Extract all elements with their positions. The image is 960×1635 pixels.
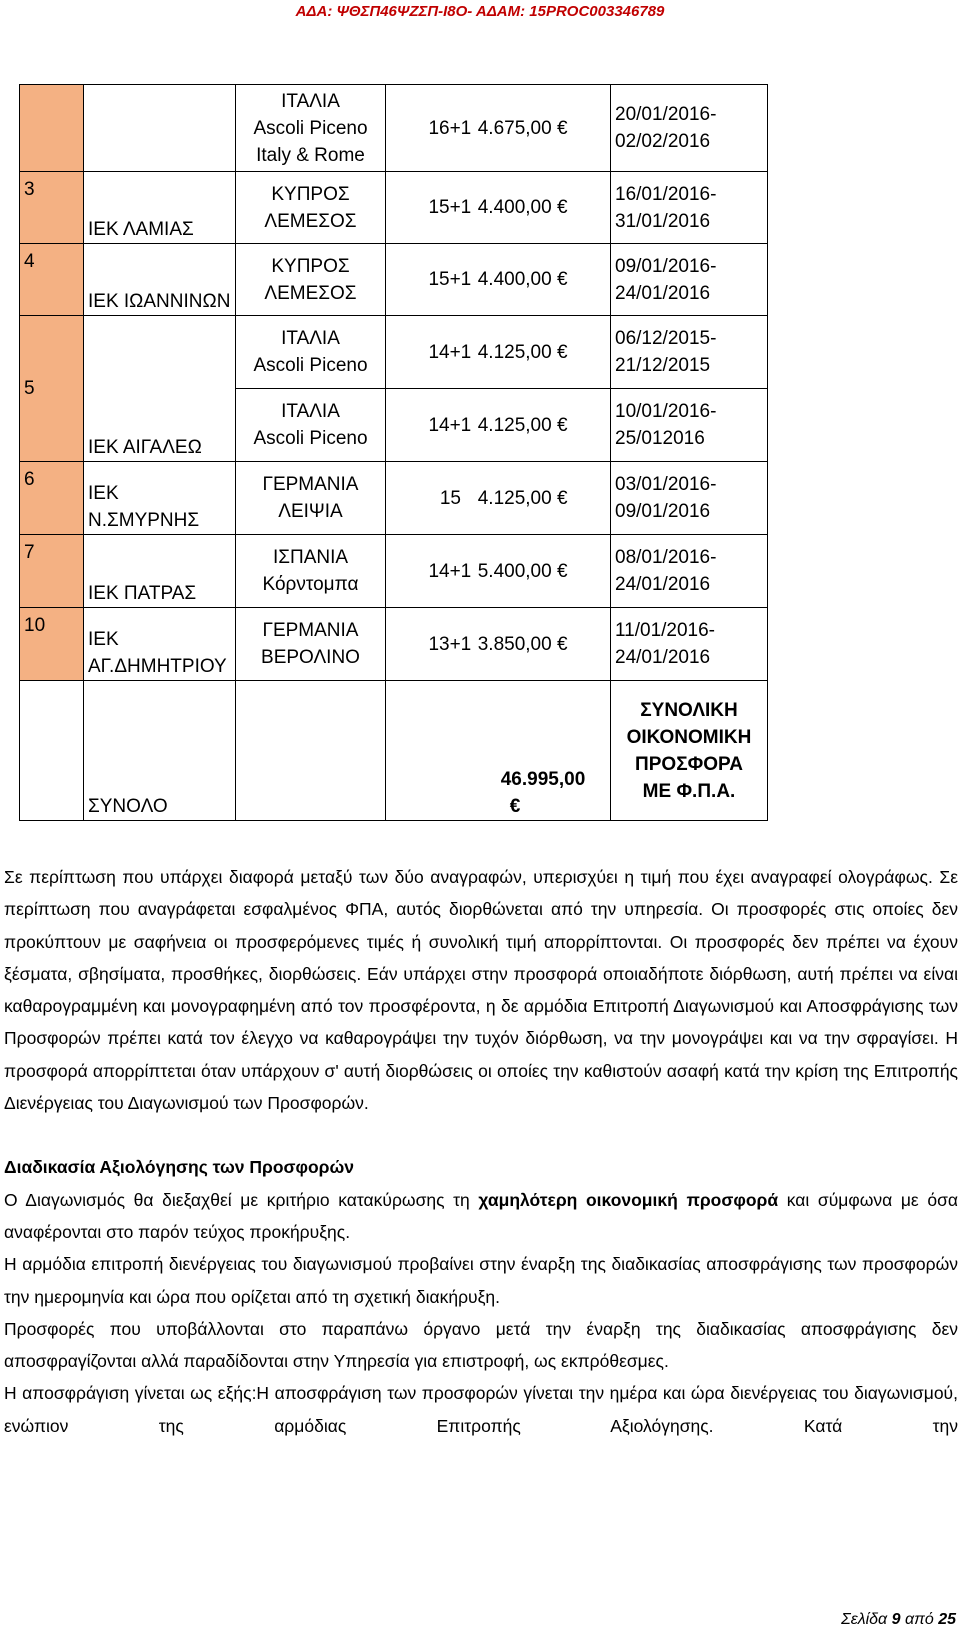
dates-cell: 06/12/2015- 21/12/2015 bbox=[611, 316, 768, 389]
destination-cell: ΙΤΑΛΙΑ Ascoli Piceno bbox=[236, 389, 386, 462]
dates-cell: 08/01/2016- 24/01/2016 bbox=[611, 535, 768, 608]
school-cell: ΙΕΚ ΠΑΤΡΑΣ bbox=[84, 535, 236, 608]
paragraph-late-offers: Προσφορές που υποβάλλονται στο παραπάνω όργανο μετά την έναρξη της διαδικασίας αποσφράγισης δεν αποσφραγίζονται αλλά παραδίδονται στην Υπηρεσία για επιστροφή, ως εκπρόθεσμες. bbox=[4, 1318, 958, 1372]
row-number-cell bbox=[20, 681, 84, 821]
dates-cell: 16/01/2016- 31/01/2016 bbox=[611, 172, 768, 244]
dates-cell: 10/01/2016- 25/012016 bbox=[611, 389, 768, 462]
row-number-cell: 10 bbox=[20, 608, 84, 681]
offers-table bbox=[19, 84, 768, 821]
price-cell: 14+1 4.125,00 € bbox=[386, 316, 611, 389]
destination-cell: ΚΥΠΡΟΣ ΛΕΜΕΣΟΣ bbox=[236, 244, 386, 316]
destination-cell: ΓΕΡΜΑΝΙΑ ΛΕΙΨΙΑ bbox=[236, 462, 386, 535]
paragraph-criterion: Ο Διαγωνισμός θα διεξαχθεί με κριτήριο κατακύρωσης τη χαμηλότερη οικονομική προσφορά και σύμφωνα με όσα αναφέρονται στο παρόν τεύχος προκήρυξης. bbox=[4, 1189, 958, 1242]
paragraph-corrections: Σε περίπτωση που υπάρχει διαφορά μεταξύ των δύο αναγραφών, υπερισχύει η τιμή που έχει αναγραφεί ολογράφως. Σε περίπτωση που αναγράφεται εσφαλμένος ΦΠΑ, αυτός διορθώνεται από την υπηρεσία. Οι προσφορές στις οποίες δεν προκύπτουν με σαφήνεια οι προσφερόμενες τιμές ή συνολική τιμή απορρίπτονται. Οι προσφορές δεν πρέπει να έχουν ξέσματα, σβησίματα, προσθήκες, διορθώσεις. Εάν υπάρχει στην προσφορά οποιαδήποτε διόρθωση, αυτή πρέπει να είναι καθαρογραμμένη και μονογραφημένη από τον προσφέροντα, η δε αρμόδια Επιτροπή Διαγωνισμού και Αποσφράγισης των Προσφορών πρέπει κατά τον έλεγχο να καθαρογράψει την τυχόν διόρθωση, να την μονογράψει και να την σφραγίσει. Η προσφορά απορρίπτεται όταν υπάρχουν σ' αυτή διορθώσεις οι οποίες την καθιστούν ασαφή κατά την κρίση της Επιτροπής Διενέργειας του Διαγωνισμού των Προσφορών. bbox=[4, 867, 958, 1114]
price-cell: 15 4.125,00 € bbox=[386, 462, 611, 535]
section-title: Διαδικασία Αξιολόγησης των Προσφορών bbox=[4, 1157, 355, 1178]
document-header: ΑΔΑ: ΨΘΣΠ46ΨΖΣΠ-Ι8Ο- ΑΔΑΜ: 15PROC003346789 bbox=[295, 3, 665, 20]
price-cell: 14+1 5.400,00 € bbox=[386, 535, 611, 608]
total-label: ΣΥΝΟΛΟ bbox=[84, 681, 236, 821]
price-cell: 14+1 4.125,00 € bbox=[386, 389, 611, 462]
school-cell: ΙΕΚ ΑΓ.ΔΗΜΗΤΡΙΟΥ bbox=[84, 608, 236, 681]
destination-cell: ΙΤΑΛΙΑ Ascoli Piceno bbox=[236, 316, 386, 389]
price-cell: 13+1 3.850,00 € bbox=[386, 608, 611, 681]
school-cell: ΙΕΚ ΑΙΓΑΛΕΩ bbox=[84, 316, 236, 462]
total-value: 46.995,00 € bbox=[386, 681, 611, 821]
table-row bbox=[20, 85, 768, 172]
row-number-cell bbox=[20, 85, 84, 172]
school-cell: ΙΕΚ Ν.ΣΜΥΡΝΗΣ bbox=[84, 462, 236, 535]
school-cell: ΙΕΚ ΙΩΑΝΝΙΝΩΝ bbox=[84, 244, 236, 316]
price-cell: 16+1 4.675,00 € bbox=[386, 85, 611, 172]
destination-cell bbox=[236, 681, 386, 821]
row-number-cell: 6 bbox=[20, 462, 84, 535]
destination-cell: ΙΤΑΛΙΑ Ascoli Piceno Italy & Rome bbox=[236, 85, 386, 172]
total-row bbox=[20, 681, 768, 821]
total-caption: ΣΥΝΟΛΙΚΗ ΟΙΚΟΝΟΜΙΚΗ ΠΡΟΣΦΟΡΑ ΜΕ Φ.Π.Α. bbox=[611, 681, 768, 821]
paragraph-opening: Η αποσφράγιση γίνεται ως εξής:Η αποσφράγιση των προσφορών γίνεται την ημέρα και ώρα διενέργειας του διαγωνισμού, ενώπιον της αρμόδιας Επιτροπής Αξιολόγησης. Κατά την bbox=[4, 1383, 958, 1436]
row-number-cell: 5 bbox=[20, 316, 84, 462]
table-row bbox=[20, 316, 768, 389]
dates-cell: 20/01/2016- 02/02/2016 bbox=[611, 85, 768, 172]
destination-cell: ΓΕΡΜΑΝΙΑ ΒΕΡΟΛΙΝΟ bbox=[236, 608, 386, 681]
table-row bbox=[20, 244, 768, 316]
price-cell: 15+1 4.400,00 € bbox=[386, 244, 611, 316]
dates-cell: 03/01/2016- 09/01/2016 bbox=[611, 462, 768, 535]
table-row bbox=[20, 462, 768, 535]
table-row bbox=[20, 535, 768, 608]
page-footer: Σελίδα 9 από 25 bbox=[841, 1611, 956, 1628]
school-cell: ΙΕΚ ΛΑΜΙΑΣ bbox=[84, 172, 236, 244]
school-cell bbox=[84, 85, 236, 172]
destination-cell: ΚΥΠΡΟΣ ΛΕΜΕΣΟΣ bbox=[236, 172, 386, 244]
paragraph-committee: Η αρμόδια επιτροπή διενέργειας του διαγωνισμού προβαίνει στην έναρξη της διαδικασίας αποσφράγισης των προσφορών την ημερομηνία και ώρα που ορίζεται από τη σχετική διακήρυξη. bbox=[4, 1254, 958, 1307]
dates-cell: 11/01/2016- 24/01/2016 bbox=[611, 608, 768, 681]
row-number-cell: 7 bbox=[20, 535, 84, 608]
dates-cell: 09/01/2016- 24/01/2016 bbox=[611, 244, 768, 316]
price-cell: 15+1 4.400,00 € bbox=[386, 172, 611, 244]
row-number-cell: 4 bbox=[20, 244, 84, 316]
destination-cell: ΙΣΠΑΝΙΑ Κόρντομπα bbox=[236, 535, 386, 608]
row-number-cell: 3 bbox=[20, 172, 84, 244]
table-row bbox=[20, 608, 768, 681]
table-row bbox=[20, 172, 768, 244]
body-text bbox=[4, 861, 958, 1442]
